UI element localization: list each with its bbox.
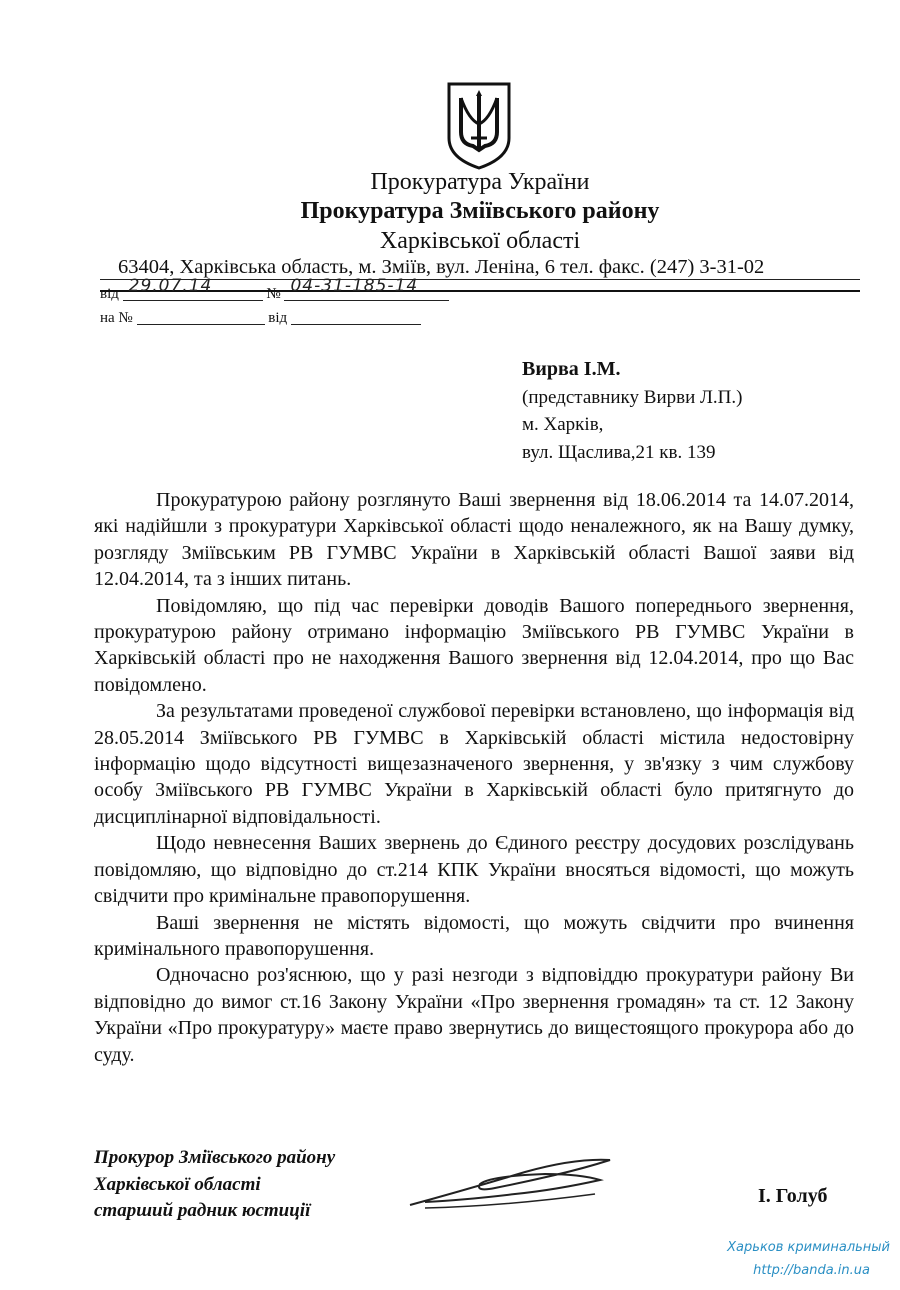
office-address: 63404, Харківська область, м. Зміїв, вул. Леніна, 6 тел. факс. (247) 3-31-02 bbox=[118, 256, 765, 278]
re-from-field bbox=[291, 308, 421, 325]
number-field bbox=[284, 276, 449, 301]
recipient-representative: (представнику Вирви Л.П.) bbox=[522, 386, 743, 408]
from-date-value: 29.07.14 bbox=[128, 276, 213, 296]
signer-title-line-3: старший радник юстиції bbox=[94, 1200, 311, 1221]
header-line-1: Прокуратура України bbox=[370, 169, 590, 195]
re-from-label: від bbox=[268, 310, 288, 326]
letter-body bbox=[94, 487, 854, 1068]
signer-title-block bbox=[94, 1145, 335, 1225]
number-value: 04-31-185-14 bbox=[290, 276, 419, 296]
body-paragraph-3: За результатами проведеної службової перевірки встановлено, що інформація від 28.05.2014 Зміївського РВ ГУМВС в Харківській області містила недостовірну інформацію щодо відсутності вищезазначеного звернення, у зв'язку з чим службову особу Зміївського РВ ГУМВС України в Харківській області було притягнуто до дисциплінарної відповідальності. bbox=[94, 700, 854, 828]
number-label: № bbox=[266, 286, 281, 302]
re-number-field bbox=[137, 308, 265, 325]
watermark-url[interactable]: http://banda.in.ua bbox=[753, 1263, 870, 1278]
registration-line-2 bbox=[100, 308, 421, 327]
body-paragraph-5: Ваші звернення не містять відомості, що можуть свідчити про вчинення кримінального правопорушення. bbox=[94, 911, 854, 960]
from-label: від bbox=[100, 286, 119, 302]
signer-title-line-2: Харківської області bbox=[94, 1173, 261, 1195]
signer-name: І. Голуб bbox=[758, 1185, 828, 1207]
header-line-2: Прокуратура Зміївського району bbox=[300, 198, 660, 224]
recipient-name: Вирва І.М. bbox=[522, 358, 621, 380]
recipient-block bbox=[522, 356, 742, 466]
signer-title-line-1: Прокурор Зміївського району bbox=[94, 1147, 336, 1168]
registration-line-1 bbox=[100, 276, 449, 303]
header-line-3: Харківської області bbox=[379, 228, 581, 254]
header-rule-thin bbox=[100, 279, 860, 280]
from-date-field bbox=[123, 276, 263, 301]
re-number-label: на № bbox=[100, 310, 133, 326]
body-paragraph-6: Одночасно роз'яснюю, що у разі незгоди з відповіддю прокуратури району Ви відповідно до вимог ст.16 Закону України «Про звернення громадян» та ст. 12 Закону України «Про прокуратуру» маєте право звернутись до вищестоящого прокурора або до суду. bbox=[94, 964, 854, 1066]
recipient-city: м. Харків, bbox=[522, 414, 604, 435]
trident-coat-of-arms-icon bbox=[443, 80, 515, 170]
watermark-title: Харьков криминальный bbox=[727, 1240, 890, 1255]
handwritten-signature bbox=[405, 1150, 620, 1220]
recipient-street: вул. Щаслива,21 кв. 139 bbox=[522, 441, 716, 463]
body-paragraph-1: Прокуратурою району розглянуто Ваші звернення від 18.06.2014 та 14.07.2014, які надійшли з прокуратури Харківської області щодо неналежного, як на Вашу думку, розгляду Зміївським РВ ГУМВС України в Харківській області Вашої заяви від 12.04.2014, та з інших питань. bbox=[94, 489, 854, 591]
body-paragraph-4: Щодо невнесення Ваших звернень до Єдиного реєстру досудових розслідувань повідомляю, що відповідно до ст.214 КПК України вносяться відомості, що можуть свідчити про кримінальне правопорушення. bbox=[94, 832, 854, 908]
body-paragraph-2: Повідомляю, що під час перевірки доводів Вашого попереднього звернення, прокуратурою району отримано інформацію Зміївського РВ ГУМВС України в Харківській області про не находження Вашого звернення від 12.04.2014, про що Вас повідомлено. bbox=[94, 594, 854, 696]
